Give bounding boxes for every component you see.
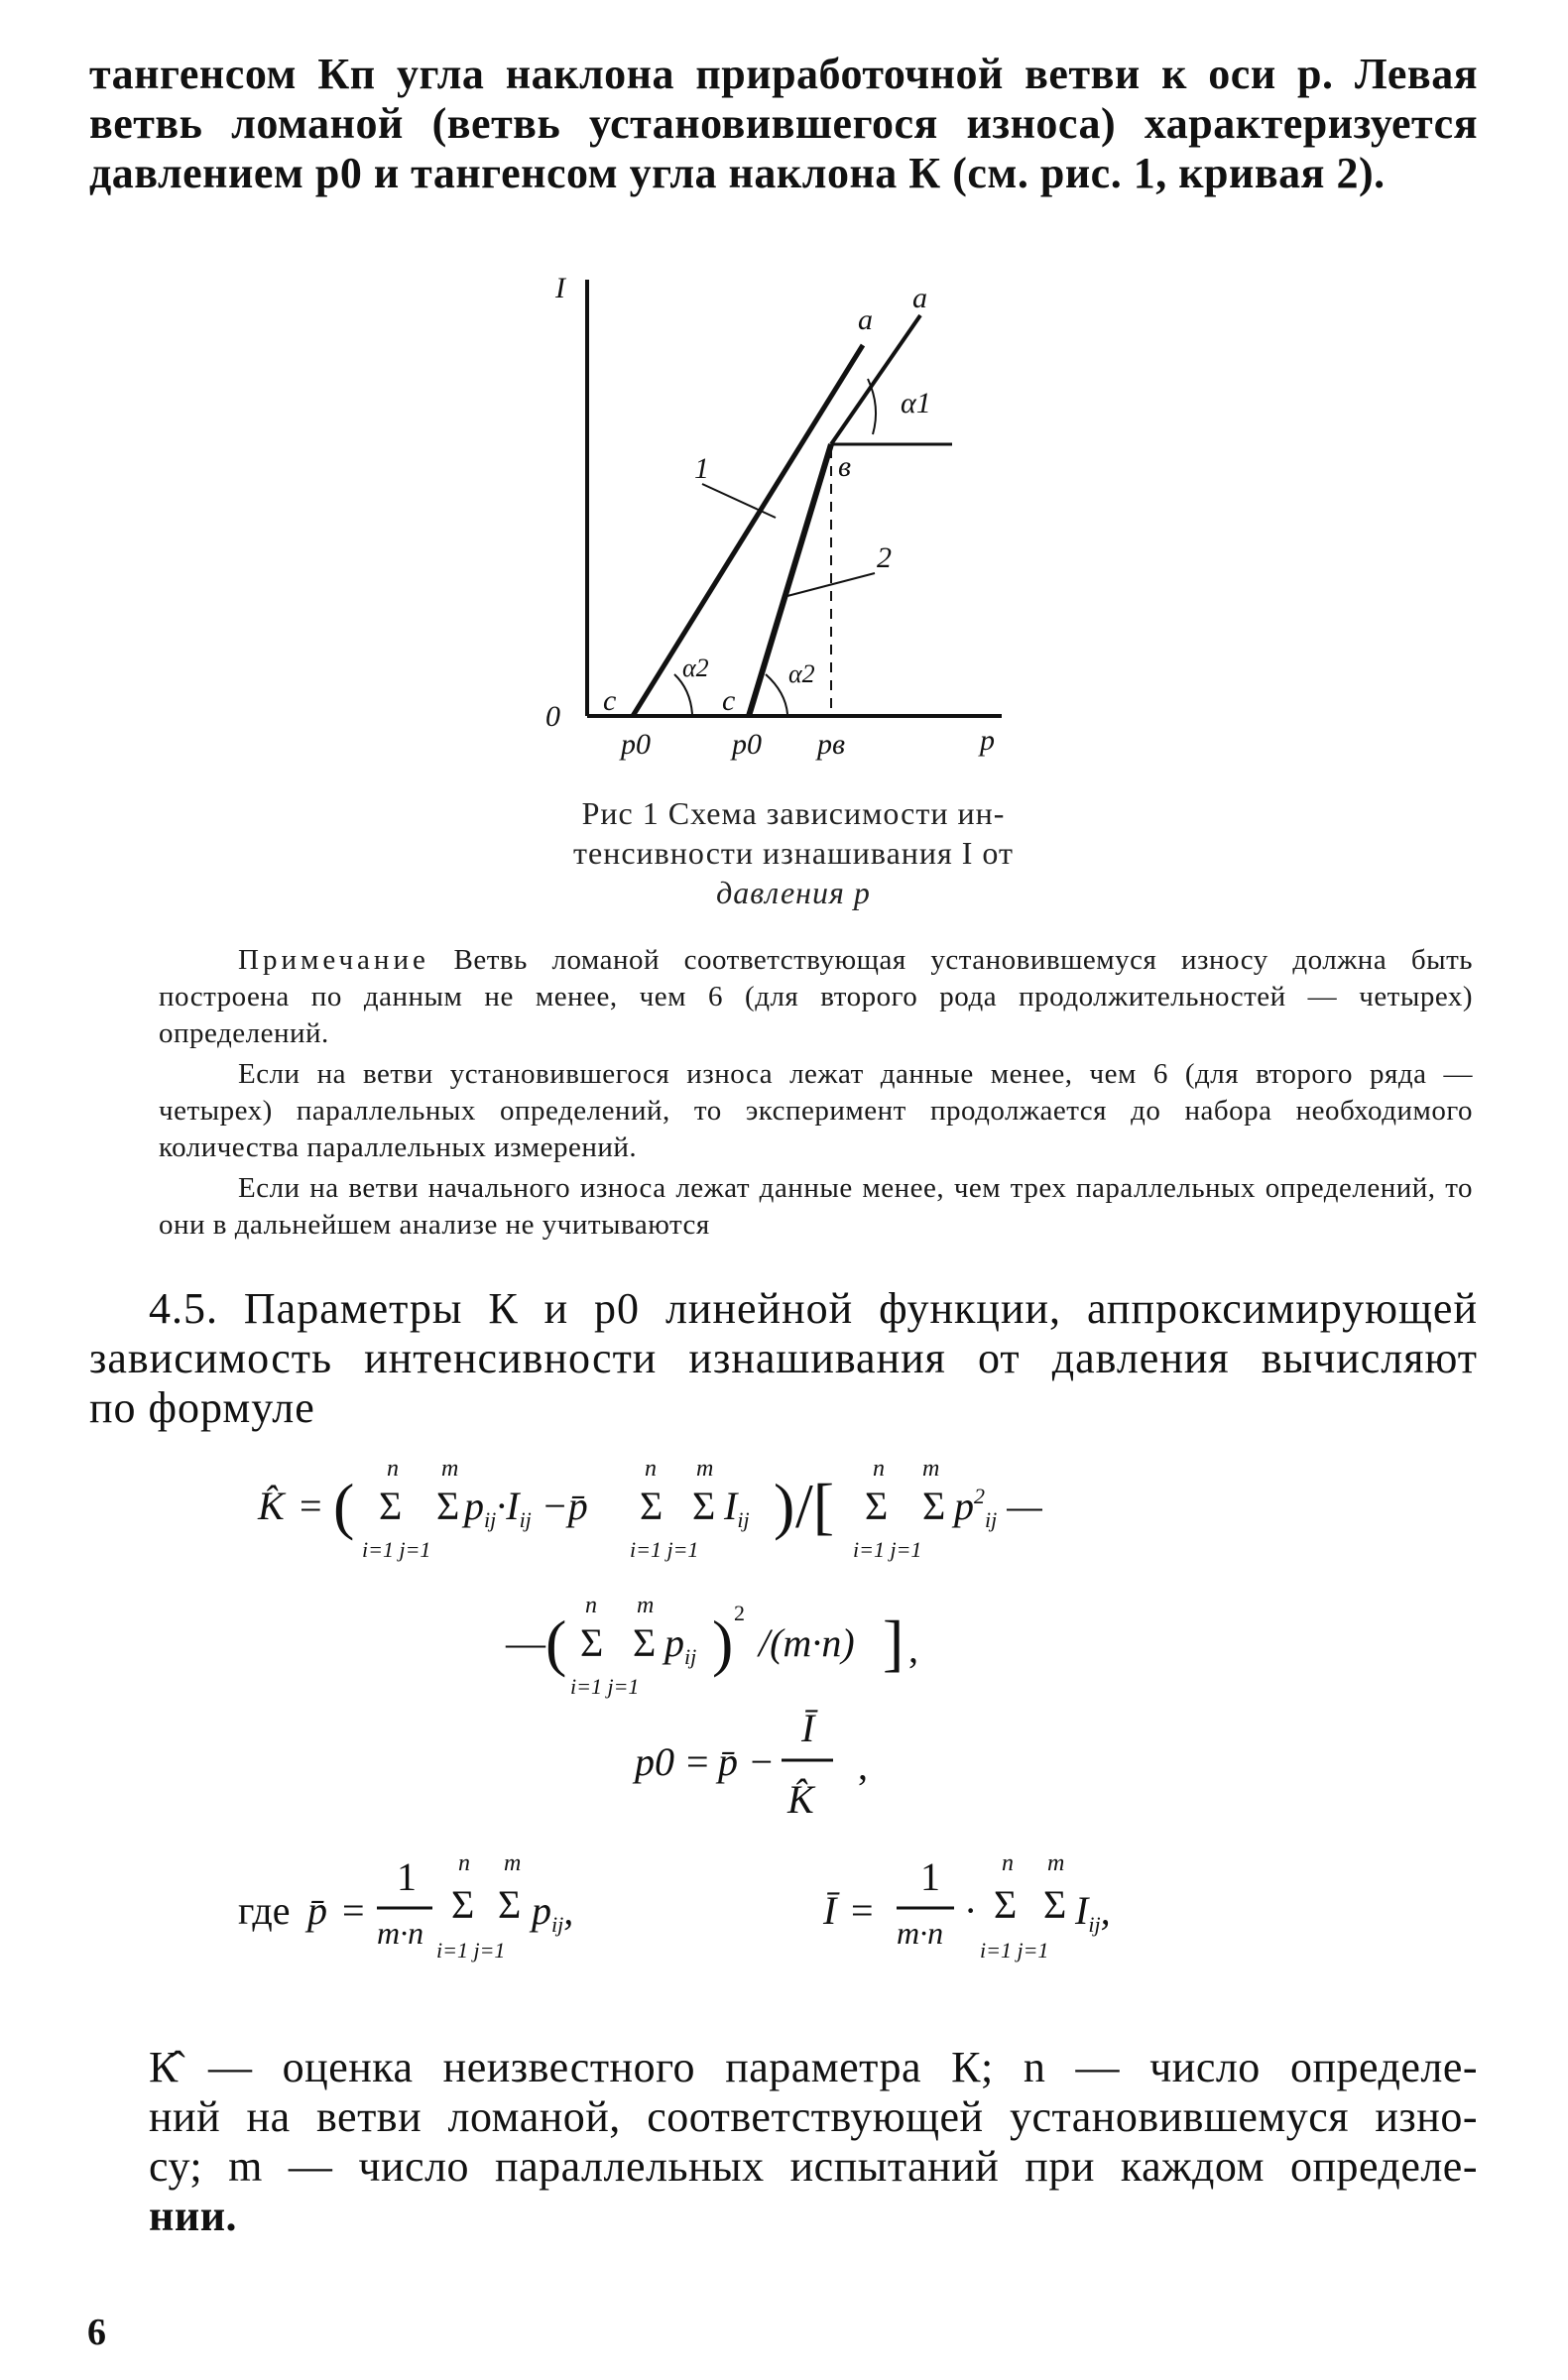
svg-text:Σ: Σ (498, 1882, 522, 1927)
section-line: 4.5. Параметры К и p0 линейной функции, аппроксимирующей (149, 1284, 1478, 1333)
curve-1-top-label: a (858, 303, 873, 336)
alpha2-left-label: α2 (682, 654, 709, 682)
svg-text:/(m·n): /(m·n) (759, 1620, 855, 1665)
p0-formula (632, 1706, 868, 1822)
svg-text:,: , (858, 1743, 868, 1788)
curve-2-top-label: a (912, 282, 927, 314)
svg-text:=: = (342, 1888, 365, 1933)
curve-2-leader (784, 573, 875, 597)
c-right-label: с (722, 684, 736, 717)
definition-line: су; m — число параллельных испытаний при каждом определе- (149, 2142, 1478, 2191)
svg-text:n: n (387, 1456, 399, 1482)
svg-text:i=1 j=1: i=1 j=1 (980, 1938, 1049, 1963)
svg-text:p2ij —: $p^2_{ij}$ — (954, 1484, 1042, 1532)
definitions-paragraph (149, 2043, 1478, 2241)
svg-text:=: = (851, 1888, 874, 1933)
svg-text:m: m (1047, 1850, 1065, 1876)
svg-text:—: — (506, 1620, 545, 1665)
note-paragraph-3: Если на ветви начального износа лежат данные менее, чем трех параллельных определений, то они в дальнейшем анализе не учитываются (159, 1172, 1473, 1241)
point-b-label: в (838, 450, 852, 483)
x-tick-p0-right: p0 (732, 728, 762, 761)
alpha1-label: α1 (901, 387, 931, 419)
note-block (159, 942, 1473, 1244)
svg-text:m·n: m·n (897, 1915, 944, 1951)
y-axis-label: I (555, 272, 565, 304)
svg-text:Σ: Σ (451, 1882, 475, 1927)
origin-label: 0 (545, 700, 560, 733)
svg-text:Σ: Σ (1043, 1882, 1067, 1927)
svg-text:m: m (504, 1850, 522, 1876)
svg-text:Σ: Σ (580, 1620, 604, 1665)
svg-text:2: 2 (734, 1601, 745, 1625)
svg-text:/[: /[ (795, 1471, 835, 1541)
svg-text:n: n (645, 1456, 657, 1482)
alpha2-right-label: α2 (788, 659, 815, 688)
svg-text:m: m (696, 1456, 714, 1482)
wear-intensity-diagram (516, 268, 1031, 783)
svg-text:pij: $p_{ij}$ (664, 1620, 697, 1669)
curve-1-line (633, 345, 863, 716)
svg-text:·: · (964, 1888, 978, 1933)
intro-paragraph (89, 50, 1478, 198)
page-number: 6 (87, 2312, 106, 2353)
svg-text:=: = (686, 1739, 709, 1784)
svg-text:pij·Iij −p̄: $p_{ij}\cdot I_{ij}$ −p̄ (464, 1484, 588, 1532)
svg-text:(: ( (333, 1471, 355, 1541)
p-bar-symbol: p̄ (307, 1888, 327, 1933)
x-tick-p0-left: p0 (621, 728, 651, 761)
svg-text:,: , (908, 1626, 918, 1671)
intro-line: тангенсом Кп угла наклона приработочной ветви к оси p. Левая (89, 50, 1478, 98)
figure-caption (456, 793, 1131, 912)
svg-text:n: n (1002, 1850, 1014, 1876)
svg-text:Σ: Σ (640, 1484, 663, 1528)
definition-line: нии. (149, 2192, 238, 2240)
p0-symbol: p0 (635, 1739, 674, 1784)
i-bar-symbol: Ī (823, 1888, 837, 1933)
section-line: зависимость интенсивности изнашивания от давления вычисляют (89, 1334, 1478, 1382)
svg-text:p̄ −: p̄ − (718, 1739, 775, 1784)
svg-text:(: ( (545, 1607, 567, 1678)
note-text-1: Ветвь ломаной соответствующая установившемуся износу должна быть построена по данным не менее, чем 6 (для второго рода продолжительностей — четырех) определений. (159, 944, 1474, 1049)
svg-text:m: m (922, 1456, 940, 1482)
svg-text:Ī: Ī (801, 1706, 815, 1750)
intro-line: давлением p0 и тангенсом угла наклона К (см. рис. 1, кривая 2). (89, 149, 1386, 197)
svg-text:Σ: Σ (922, 1484, 946, 1528)
svg-text:1: 1 (920, 1854, 940, 1899)
svg-text:m: m (441, 1456, 459, 1482)
svg-text:i=1 j=1: i=1 j=1 (630, 1537, 699, 1562)
section-line: по формуле (89, 1383, 315, 1432)
svg-text:n: n (873, 1456, 885, 1482)
svg-text:): ) (774, 1471, 795, 1541)
svg-text:Iij: $I_{ij}$ (724, 1484, 750, 1532)
alpha2-right-arc (766, 674, 787, 714)
k-hat-formula (257, 1456, 1042, 1699)
note-paragraph-2: Если на ветви установившегося износа лежат данные менее, чем 6 (для второго ряда — четырех) параллельных определений, то эксперимент продолжается до набора необходимого количества параллельных измерений. (159, 1058, 1473, 1163)
svg-text:i=1 j=1: i=1 j=1 (853, 1537, 922, 1562)
svg-text:Σ: Σ (692, 1484, 716, 1528)
k-hat-symbol: K̂ (258, 1484, 285, 1528)
definition-line: К̂ — оценка неизвестного параметра К; n — число определе- (149, 2043, 1478, 2091)
svg-text:Σ: Σ (865, 1484, 889, 1528)
svg-text:m·n: m·n (377, 1915, 424, 1951)
svg-text:]: ] (883, 1607, 905, 1678)
svg-text:Σ: Σ (436, 1484, 460, 1528)
definition-line: ний на ветви ломаной, соответствующей установившемуся изно- (149, 2092, 1478, 2141)
c-left-label: с (603, 684, 617, 717)
caption-line: тенсивности изнашивания I от (573, 835, 1014, 871)
svg-text:i=1 j=1: i=1 j=1 (570, 1674, 640, 1699)
caption-line: давления p (716, 875, 871, 910)
svg-text:i=1 j=1: i=1 j=1 (362, 1537, 431, 1562)
x-axis-label: p (980, 724, 995, 757)
svg-text:Σ: Σ (379, 1484, 403, 1528)
svg-text:Σ: Σ (994, 1882, 1018, 1927)
svg-text:=: = (300, 1484, 322, 1528)
svg-text:n: n (585, 1593, 597, 1618)
svg-text:pij,: $p_{ij}$, (532, 1888, 574, 1937)
svg-text:m: m (637, 1593, 655, 1618)
svg-text:1: 1 (397, 1854, 417, 1899)
svg-text:n: n (458, 1850, 470, 1876)
svg-text:i=1 j=1: i=1 j=1 (436, 1938, 506, 1963)
curve-1-number: 1 (694, 452, 709, 485)
svg-text:Σ: Σ (633, 1620, 657, 1665)
where-label: где (238, 1888, 291, 1933)
svg-text:): ) (712, 1607, 734, 1678)
mean-formulas (238, 1850, 1111, 1963)
svg-text:Iij,: $I_{ij}$, (1075, 1888, 1111, 1937)
note-paragraph-1 (159, 942, 1473, 1052)
note-heading: Примечание (238, 944, 429, 976)
section-4-5 (89, 1284, 1478, 1433)
caption-line: Рис 1 Схема зависимости ин- (581, 795, 1006, 831)
intro-line: ветвь ломаной (ветвь установившегося износа) характеризуется (89, 99, 1478, 148)
x-tick-pb: pв (817, 728, 846, 761)
curve-2-number: 2 (877, 541, 892, 574)
formula-block (238, 1428, 1329, 1983)
svg-text:K̂: K̂ (787, 1777, 814, 1822)
